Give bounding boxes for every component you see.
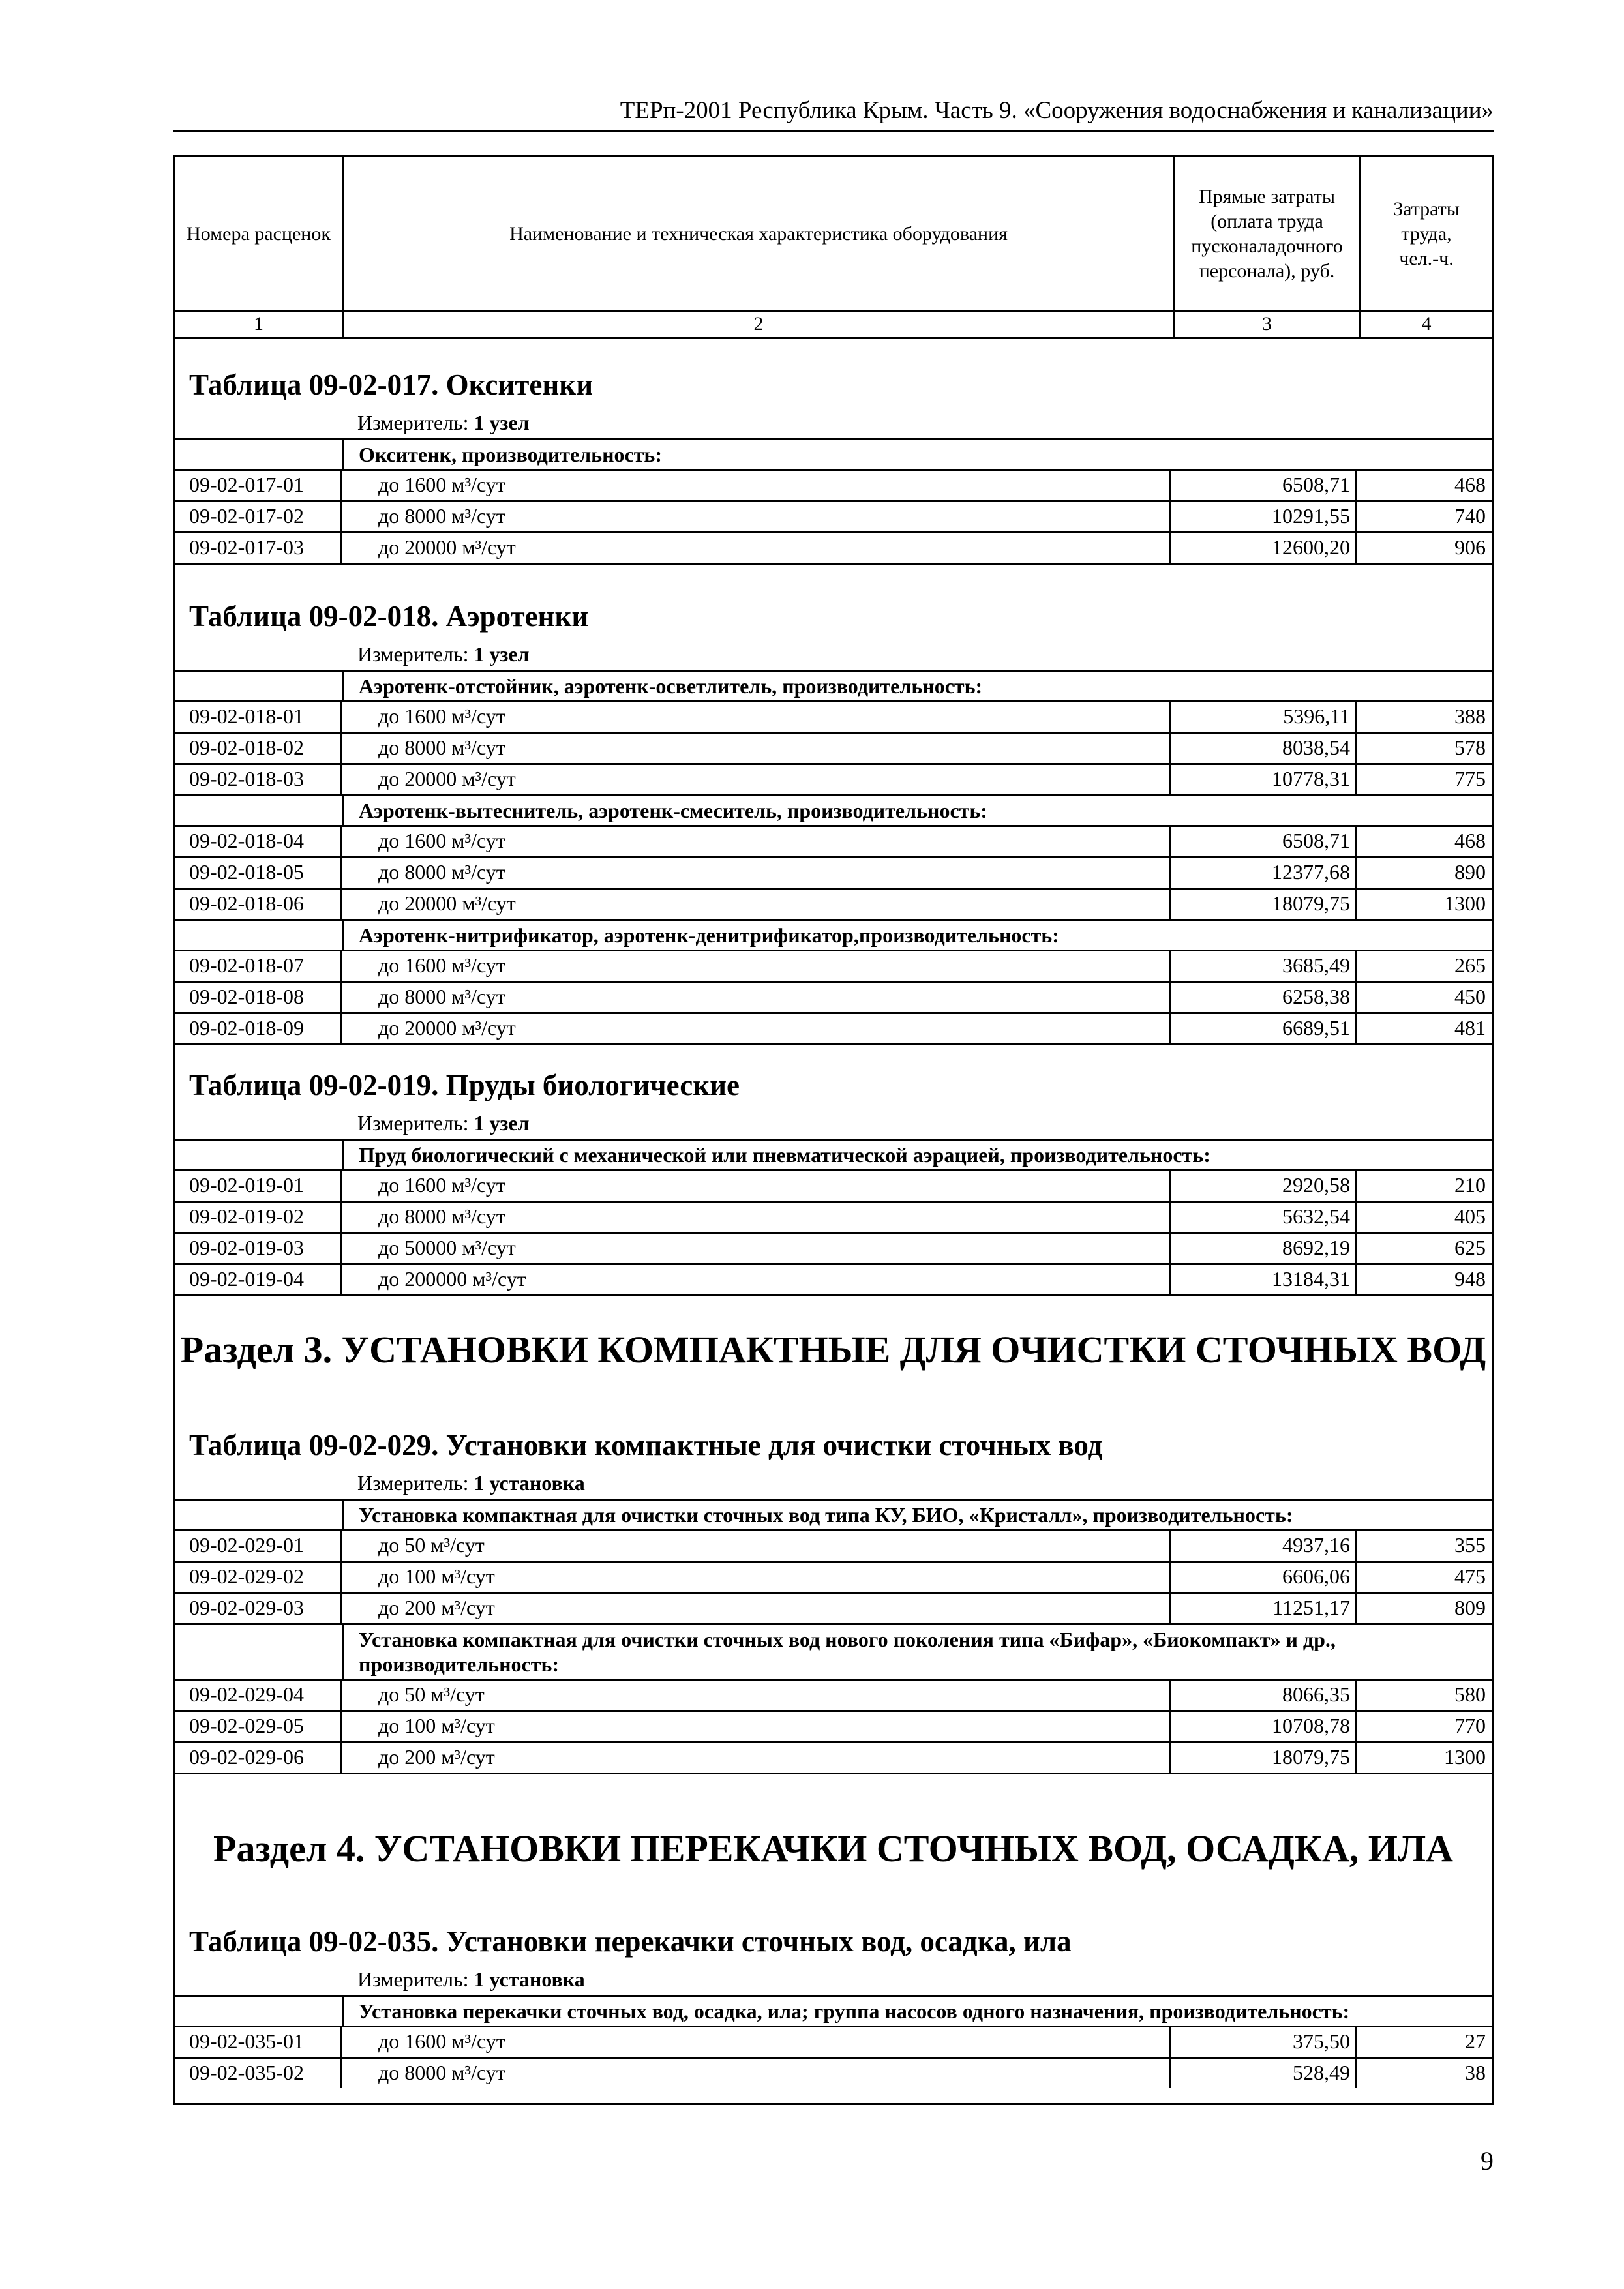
column-header-codes: Номера расценок (187, 222, 331, 245)
direct-cost: 8692,19 (1171, 1234, 1357, 1263)
labor-cost: 906 (1454, 535, 1486, 559)
table-row (175, 1563, 1492, 1594)
rate-code: 09-02-019-02 (175, 1203, 342, 1232)
table-row (175, 1681, 1492, 1712)
rate-description: до 100 м³/сут (342, 1712, 1171, 1741)
unit-line: Измеритель: 1 установка (357, 1967, 585, 1991)
group-subhead: Аэротенк-отстойник, аэротенк-осветлитель, производительность: (175, 672, 1492, 702)
section-title: Раздел 3. УСТАНОВКИ КОМПАКТНЫЕ ДЛЯ ОЧИСТКИ СТОЧНЫХ ВОД (180, 1328, 1486, 1371)
column-number: 2 (753, 313, 764, 335)
group-subhead: Окситенк, производительность: (175, 440, 1492, 471)
table-row (175, 2059, 1492, 2088)
table-row (175, 734, 1492, 765)
labor-cost: 38 (1465, 2061, 1486, 2084)
column-number: 3 (1262, 313, 1272, 335)
direct-cost: 2920,58 (1171, 1171, 1357, 1201)
table-row (175, 1594, 1492, 1625)
rate-description: до 20000 м³/сут (342, 1014, 1171, 1043)
group-subhead: Аэротенк-нитрификатор, аэротенк-денитрификатор,производительность: (175, 921, 1492, 951)
rate-code: 09-02-018-02 (175, 734, 342, 763)
rate-code: 09-02-029-03 (175, 1594, 342, 1623)
table-row (175, 890, 1492, 921)
table-row (175, 1712, 1492, 1743)
table-row (175, 858, 1492, 890)
labor-cost: 948 (1454, 1267, 1486, 1291)
table-grid (175, 438, 1492, 565)
rate-description: до 8000 м³/сут (342, 983, 1171, 1012)
rate-code: 09-02-029-04 (175, 1681, 342, 1710)
table-grid (175, 1139, 1492, 1296)
price-table-frame (173, 155, 1494, 2105)
direct-cost: 18079,75 (1171, 1743, 1357, 1773)
rate-code: 09-02-018-07 (175, 951, 342, 981)
direct-cost: 10708,78 (1171, 1712, 1357, 1741)
table-09-02-017 (175, 339, 1492, 565)
table-row (175, 1265, 1492, 1296)
table-title: Таблица 09-02-019. Пруды биологические (189, 1069, 740, 1101)
rate-description: до 20000 м³/сут (342, 533, 1171, 563)
direct-cost: 5396,11 (1171, 702, 1357, 732)
rate-code: 09-02-035-02 (175, 2059, 342, 2088)
column-number: 4 (1421, 313, 1432, 335)
labor-cost: 468 (1454, 473, 1486, 496)
rate-description: до 200 м³/сут (342, 1743, 1171, 1773)
table-row (175, 471, 1492, 502)
rate-description: до 8000 м³/сут (342, 858, 1171, 888)
table-row (175, 1743, 1492, 1774)
labor-cost: 210 (1454, 1173, 1486, 1197)
rate-description: до 1600 м³/сут (342, 951, 1171, 981)
group-subhead: Аэротенк-вытеснитель, аэротенк-смеситель, производительность: (175, 796, 1492, 827)
table-grid (175, 1995, 1492, 2088)
labor-cost: 27 (1465, 2029, 1486, 2053)
labor-cost: 388 (1454, 704, 1486, 728)
labor-cost: 578 (1454, 736, 1486, 759)
labor-cost: 809 (1454, 1596, 1486, 1619)
direct-cost: 6606,06 (1171, 1563, 1357, 1592)
direct-cost: 8038,54 (1171, 734, 1357, 763)
rate-description: до 8000 м³/сут (342, 502, 1171, 531)
column-header-description: Наименование и техническая характеристика оборудования (509, 222, 1008, 245)
rate-code: 09-02-019-03 (175, 1234, 342, 1263)
direct-cost: 10778,31 (1171, 765, 1357, 794)
rate-description: до 200 м³/сут (342, 1594, 1171, 1623)
running-header: ТЕРп-2001 Республика Крым. Часть 9. «Сооружения водоснабжения и канализации» (620, 97, 1494, 124)
section-title: Раздел 4. УСТАНОВКИ ПЕРЕКАЧКИ СТОЧНЫХ ВОД, ОСАДКА, ИЛА (213, 1827, 1453, 1870)
table-row (175, 1203, 1492, 1234)
rate-description: до 1600 м³/сут (342, 827, 1171, 856)
labor-cost: 625 (1454, 1236, 1486, 1259)
unit-line: Измеритель: 1 узел (357, 1111, 530, 1135)
labor-cost: 475 (1454, 1564, 1486, 1588)
table-row (175, 951, 1492, 983)
rate-code: 09-02-018-05 (175, 858, 342, 888)
table-row (175, 2027, 1492, 2059)
rate-description: до 20000 м³/сут (342, 890, 1171, 919)
table-09-02-029 (175, 1399, 1492, 1774)
header-rule (173, 130, 1494, 132)
rate-code: 09-02-018-01 (175, 702, 342, 732)
rate-description: до 50 м³/сут (342, 1681, 1171, 1710)
rate-description: до 1600 м³/сут (342, 2027, 1171, 2057)
rate-code: 09-02-019-04 (175, 1265, 342, 1294)
labor-cost: 450 (1454, 985, 1486, 1008)
rate-code: 09-02-018-09 (175, 1014, 342, 1043)
rate-code: 09-02-017-03 (175, 533, 342, 563)
table-row (175, 1234, 1492, 1265)
labor-cost: 355 (1454, 1533, 1486, 1557)
direct-cost: 5632,54 (1171, 1203, 1357, 1232)
direct-cost: 8066,35 (1171, 1681, 1357, 1710)
rate-code: 09-02-029-06 (175, 1743, 342, 1773)
rate-code: 09-02-029-02 (175, 1563, 342, 1592)
rate-description: до 8000 м³/сут (342, 2059, 1171, 2088)
group-subhead: Установка перекачки сточных вод, осадка, ила; группа насосов одного назначения, производительность: (175, 1997, 1492, 2027)
rate-code: 09-02-017-02 (175, 502, 342, 531)
table-row (175, 1531, 1492, 1563)
table-title: Таблица 09-02-018. Аэротенки (189, 600, 589, 633)
direct-cost: 375,50 (1171, 2027, 1357, 2057)
rate-description: до 8000 м³/сут (342, 1203, 1171, 1232)
direct-cost: 4937,16 (1171, 1531, 1357, 1561)
rate-description: до 100 м³/сут (342, 1563, 1171, 1592)
rate-description: до 20000 м³/сут (342, 765, 1171, 794)
labor-cost: 770 (1454, 1714, 1486, 1737)
rate-code: 09-02-019-01 (175, 1171, 342, 1201)
rate-code: 09-02-029-01 (175, 1531, 342, 1561)
column-header-labor: Затраты труда, чел.-ч. (1393, 198, 1460, 269)
table-09-02-019 (175, 1040, 1492, 1296)
direct-cost: 528,49 (1171, 2059, 1357, 2088)
table-09-02-035 (175, 1896, 1492, 2088)
page-number: 9 (1481, 2146, 1494, 2176)
rate-description: до 1600 м³/сут (342, 702, 1171, 732)
table-row (175, 765, 1492, 796)
direct-cost: 6258,38 (1171, 983, 1357, 1012)
column-number: 1 (254, 313, 263, 335)
rate-code: 09-02-018-03 (175, 765, 342, 794)
labor-cost: 1300 (1444, 1745, 1486, 1769)
labor-cost: 1300 (1444, 891, 1486, 915)
table-title: Таблица 09-02-029. Установки компактные для очистки сточных вод (189, 1429, 1103, 1461)
group-subhead: Установка компактная для очистки сточных вод нового поколения типа «Бифар», «Биокомпакт» и др., производительность: (175, 1625, 1492, 1681)
rate-code: 09-02-018-06 (175, 890, 342, 919)
unit-line: Измеритель: 1 установка (357, 1471, 585, 1495)
table-row (175, 1171, 1492, 1203)
table-row (175, 502, 1492, 533)
direct-cost: 18079,75 (1171, 890, 1357, 919)
unit-line: Измеритель: 1 узел (357, 642, 530, 666)
rate-code: 09-02-029-05 (175, 1712, 342, 1741)
rate-code: 09-02-035-01 (175, 2027, 342, 2057)
direct-cost: 6689,51 (1171, 1014, 1357, 1043)
rate-code: 09-02-017-01 (175, 471, 342, 500)
labor-cost: 265 (1454, 953, 1486, 977)
rate-code: 09-02-018-04 (175, 827, 342, 856)
table-09-02-018 (175, 571, 1492, 1045)
rate-description: до 1600 м³/сут (342, 1171, 1171, 1201)
unit-line: Измеритель: 1 узел (357, 411, 530, 434)
group-subhead: Пруд биологический с механической или пневматической аэрацией, производительность: (175, 1141, 1492, 1171)
rate-description: до 50000 м³/сут (342, 1234, 1171, 1263)
direct-cost: 13184,31 (1171, 1265, 1357, 1294)
rate-description: до 200000 м³/сут (342, 1265, 1171, 1294)
direct-cost: 12600,20 (1171, 533, 1357, 563)
direct-cost: 11251,17 (1171, 1594, 1357, 1623)
rate-description: до 50 м³/сут (342, 1531, 1171, 1561)
labor-cost: 481 (1454, 1016, 1486, 1040)
table-title: Таблица 09-02-035. Установки перекачки сточных вод, осадка, ила (189, 1925, 1072, 1958)
rate-description: до 8000 м³/сут (342, 734, 1171, 763)
labor-cost: 580 (1454, 1683, 1486, 1706)
rate-code: 09-02-018-08 (175, 983, 342, 1012)
direct-cost: 3685,49 (1171, 951, 1357, 981)
table-row (175, 983, 1492, 1014)
labor-cost: 775 (1454, 767, 1486, 790)
direct-cost: 12377,68 (1171, 858, 1357, 888)
rate-description: до 1600 м³/сут (342, 471, 1171, 500)
column-header-direct-costs: Прямые затраты (оплата труда пусконаладочного персонала), руб. (1191, 185, 1343, 282)
table-row (175, 827, 1492, 858)
table-title: Таблица 09-02-017. Окситенки (189, 368, 594, 401)
table-row (175, 533, 1492, 565)
group-subhead: Установка компактная для очистки сточных вод типа КУ, БИО, «Кристалл», производительность: (175, 1501, 1492, 1531)
direct-cost: 6508,71 (1171, 471, 1357, 500)
table-row (175, 702, 1492, 734)
table-grid (175, 670, 1492, 1045)
labor-cost: 468 (1454, 829, 1486, 852)
direct-cost: 6508,71 (1171, 827, 1357, 856)
labor-cost: 405 (1454, 1204, 1486, 1228)
labor-cost: 890 (1454, 860, 1486, 884)
direct-cost: 10291,55 (1171, 502, 1357, 531)
labor-cost: 740 (1454, 504, 1486, 528)
table-grid (175, 1499, 1492, 1774)
